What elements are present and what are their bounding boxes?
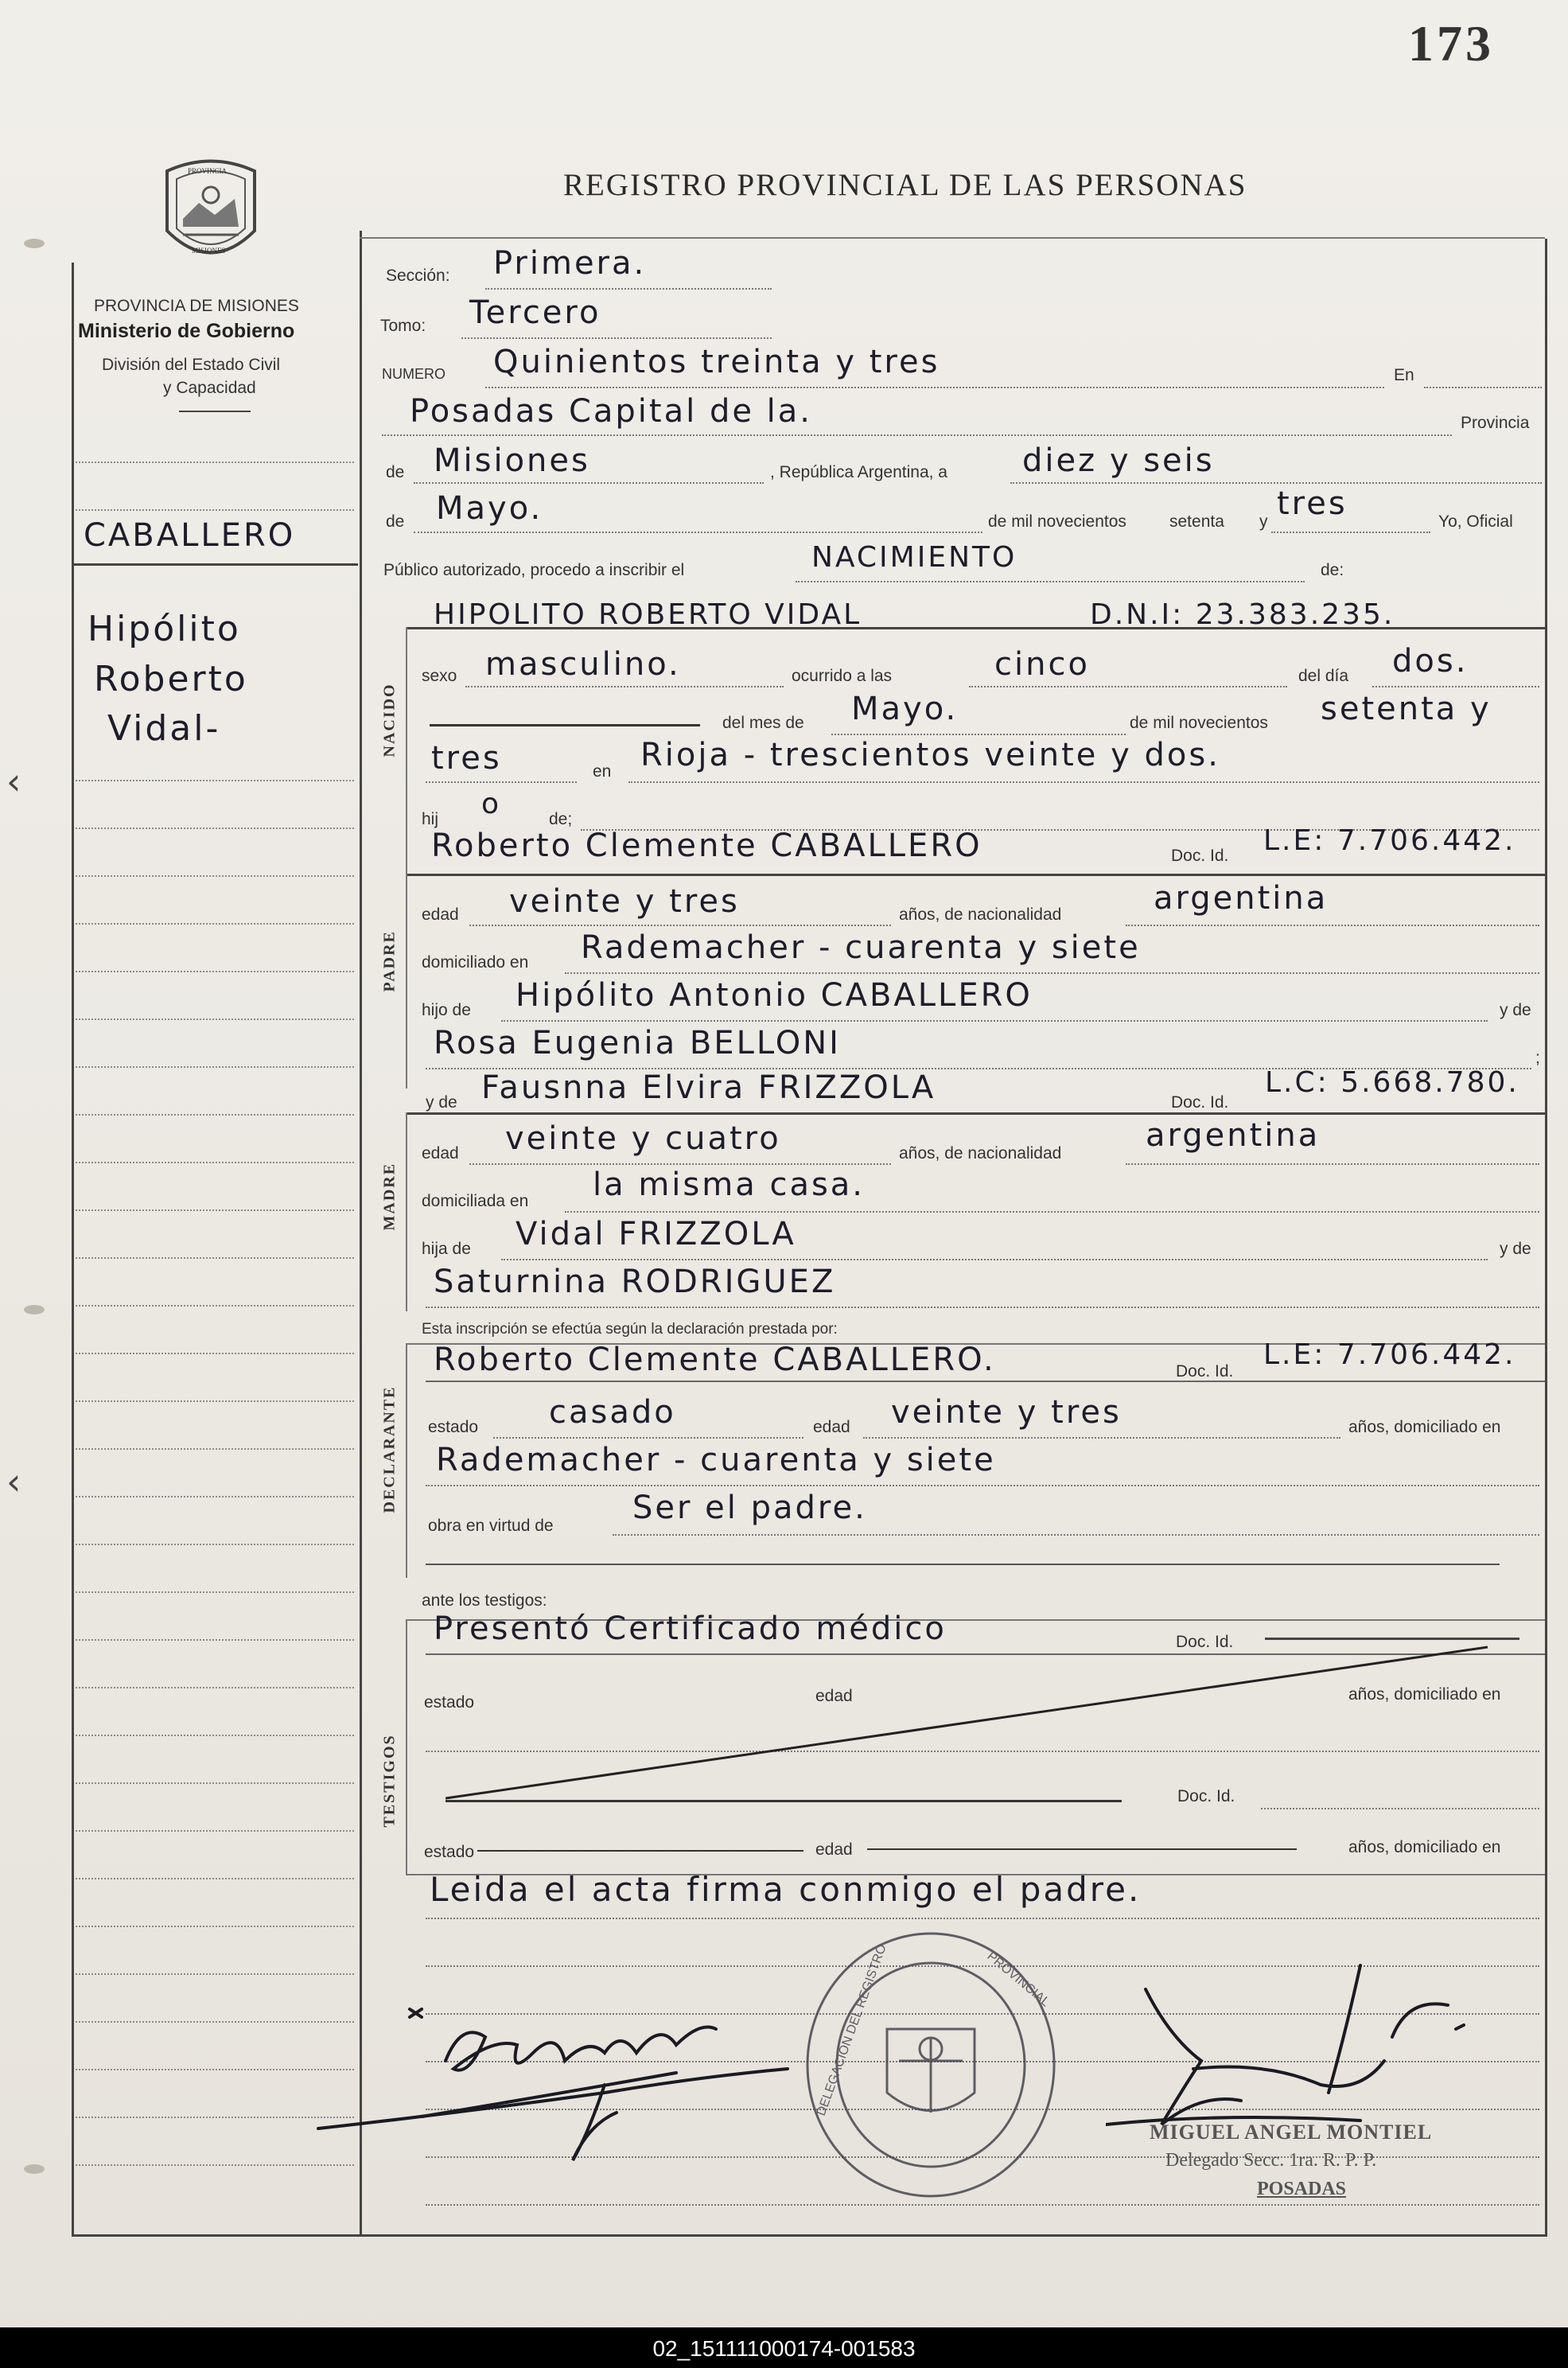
- padre-section-label: PADRE: [380, 930, 399, 992]
- margin-name-2: Roberto: [94, 659, 248, 699]
- field-line: [426, 1918, 1539, 1919]
- field-line: [1372, 686, 1539, 687]
- field-line: [501, 1259, 1488, 1260]
- margin-rule: [76, 1448, 354, 1450]
- field-line: [1424, 387, 1542, 388]
- cross-out-line: [445, 1643, 1504, 1802]
- field-line: [796, 581, 1305, 582]
- margin-rule: [76, 1782, 354, 1784]
- field-line: [1126, 1163, 1539, 1165]
- svg-text:DELEGACION DEL REGISTRO: DELEGACION DEL REGISTRO: [814, 1942, 889, 2118]
- margin-rule: [76, 1735, 354, 1736]
- seal-text-top: PROVINCIA: [188, 167, 228, 175]
- top-border: [360, 237, 1545, 239]
- field-line: [426, 1485, 1539, 1486]
- province-name: PROVINCIA DE MISIONES: [94, 297, 299, 315]
- margin-rule: [76, 1544, 354, 1545]
- anio-nac-value-1: setenta y: [1321, 691, 1492, 727]
- doc-id-label-3: Doc. Id.: [1176, 1362, 1234, 1381]
- margin-rule: [76, 1687, 354, 1688]
- field-line: [465, 686, 784, 687]
- margin-rule: [76, 509, 354, 511]
- madre-doc: L.C: 5.668.780.: [1265, 1066, 1519, 1099]
- esta-inscripcion-label: Esta inscripción se efectúa según la declaración prestada por:: [422, 1321, 838, 1338]
- en-label: En: [1394, 366, 1414, 384]
- field-line: [565, 1211, 1539, 1213]
- anio-value: tres: [1277, 485, 1348, 522]
- margin-rule: [76, 875, 354, 877]
- hija-de-label: hija de: [422, 1240, 471, 1258]
- blank-line: [430, 724, 700, 726]
- seccion-value: Primera.: [493, 245, 647, 282]
- edad-label: edad: [422, 906, 459, 924]
- punch-hole: [24, 239, 45, 248]
- acto-value: NACIMIENTO: [811, 541, 1017, 574]
- anio-nac-value-2: tres: [431, 740, 502, 777]
- domicilio-nac-value: Rioja - trescientos veinte y dos.: [640, 737, 1220, 773]
- margin-surname: CABALLERO: [84, 517, 296, 554]
- y-de-label-3: y de: [1500, 1240, 1531, 1258]
- official-role: Delegado Secc. 1ra. R. P. P.: [1165, 2150, 1377, 2171]
- yo-oficial-label: Yo, Oficial: [1438, 512, 1513, 531]
- declarante-obra: Ser el padre.: [632, 1490, 867, 1526]
- testigos-note: Presentó Certificado médico: [434, 1610, 947, 1647]
- estado-label-2: estado: [424, 1693, 475, 1712]
- de-mil-label: de mil novecientos: [988, 512, 1126, 531]
- anos-nac-label: años, de nacionalidad: [899, 906, 1062, 924]
- mes-value: Mayo.: [436, 490, 543, 527]
- margin-rule: [76, 1926, 354, 1927]
- obra-label: obra en virtud de: [428, 1517, 554, 1535]
- official-stamp: [796, 1926, 1066, 2204]
- field-line: [469, 1163, 891, 1165]
- divider: [179, 411, 251, 412]
- sexo-label: sexo: [422, 667, 457, 685]
- division-line-1: División del Estado Civil: [102, 356, 281, 374]
- solid-line: [445, 1800, 1122, 1802]
- margin-rule: [76, 1496, 354, 1498]
- hijo-label: hij: [422, 810, 439, 828]
- setenta-label: setenta: [1169, 512, 1224, 531]
- anos-domiciliado-label-2: años, domiciliado en: [1348, 1685, 1501, 1704]
- padre-name: Roberto Clemente CABALLERO: [431, 828, 982, 864]
- de-mil-2-label: de mil novecientos: [1130, 714, 1268, 732]
- declarant-signature: [302, 1965, 811, 2172]
- margin-rule: [76, 1591, 354, 1593]
- doc-line: [1265, 1638, 1519, 1640]
- official-name: MIGUEL ANGEL MONTIEL: [1150, 2121, 1433, 2144]
- field-line: [414, 482, 764, 484]
- nacido-section-label: NACIDO: [380, 683, 399, 758]
- declarante-estado: casado: [549, 1394, 676, 1431]
- publico-label: Público autorizado, procedo a inscribir el: [383, 561, 685, 579]
- padre-madre: Rosa Eugenia BELLONI: [434, 1025, 841, 1061]
- domiciliado-label: domiciliado en: [422, 953, 529, 972]
- republica-label: , República Argentina, a: [770, 463, 947, 481]
- dia-nac-value: dos.: [1392, 643, 1469, 680]
- doc-id-label: Doc. Id.: [1171, 847, 1229, 865]
- file-identifier: 02_151111000174-001583: [652, 2336, 916, 2361]
- section-divider: [406, 874, 1545, 876]
- margin-rule: [76, 1639, 354, 1641]
- punch-hole: [24, 2164, 45, 2174]
- madre-madre: Saturnina RODRIGUEZ: [434, 1264, 836, 1300]
- margin-rule: [76, 1114, 354, 1116]
- field-line: [628, 781, 1539, 783]
- section-inner-border: [406, 627, 407, 874]
- field-line: [493, 1437, 803, 1439]
- margin-rule: [76, 1162, 354, 1163]
- section-inner-border: [406, 1112, 407, 1311]
- margin-name-3: Vidal-: [107, 708, 221, 749]
- field-line: [382, 434, 1452, 436]
- madre-dom: la misma casa.: [593, 1166, 866, 1203]
- edad-label-2: edad: [422, 1144, 459, 1163]
- tomo-label: Tomo:: [380, 317, 426, 335]
- tomo-value: Tercero: [469, 294, 601, 331]
- solid-line: [867, 1848, 1297, 1850]
- semicolon: ;: [1535, 1049, 1540, 1067]
- declarante-name: Roberto Clemente CABALLERO.: [434, 1342, 996, 1378]
- numero-value: Quinientos treinta y tres: [493, 344, 940, 380]
- left-border: [72, 263, 74, 2236]
- del-mes-label: del mes de: [722, 714, 804, 732]
- testigos-section-label: TESTIGOS: [380, 1734, 399, 1828]
- field-line: [1126, 925, 1539, 926]
- y-de-2-label: y de: [426, 1093, 457, 1112]
- margin-rule: [76, 828, 354, 829]
- estado-label-3: estado: [424, 1843, 475, 1861]
- de-label-2: de: [386, 512, 405, 531]
- seccion-label: Sección:: [386, 267, 450, 285]
- field-line: [565, 972, 1539, 974]
- official-city: POSADAS: [1257, 2179, 1347, 2199]
- dia-value: diez y seis: [1022, 442, 1215, 479]
- en-label-2: en: [593, 762, 612, 781]
- madre-section-label: MADRE: [380, 1162, 399, 1231]
- padre-dom: Rademacher - cuarenta y siete: [581, 929, 1141, 966]
- field-line: [426, 781, 577, 783]
- madre-hija-de: Vidal FRIZZOLA: [516, 1216, 796, 1252]
- mes-nac-value: Mayo.: [851, 691, 959, 727]
- doc-id-label-2: Doc. Id.: [1171, 1093, 1229, 1112]
- anos-domiciliado-label: años, domiciliado en: [1348, 1418, 1501, 1436]
- ocurrido-label: ocurrido a las: [792, 667, 893, 685]
- section-inner-border: [406, 874, 407, 1089]
- field-line: [1271, 532, 1430, 533]
- punch-hole: [24, 1305, 45, 1314]
- madre-nac: argentina: [1146, 1117, 1321, 1154]
- declarante-section-label: DECLARANTE: [380, 1385, 399, 1513]
- nacido-dni: D.N.I: 23.383.235.: [1090, 598, 1395, 631]
- margin-rule: [76, 1257, 354, 1259]
- hora-value: cinco: [994, 646, 1090, 683]
- field-line: [501, 1020, 1488, 1022]
- declarante-dom: Rademacher - cuarenta y siete: [436, 1442, 996, 1478]
- bottom-border: [72, 2234, 1547, 2237]
- anos-nac-label-2: años, de nacionalidad: [899, 1144, 1062, 1163]
- cancel-line: [426, 1564, 1500, 1565]
- seal-text-bottom: MISIONES: [192, 247, 226, 255]
- margin-rule: [76, 462, 354, 463]
- section-divider: [406, 1112, 1545, 1115]
- stamp-ring-text: [800, 2228, 1062, 2229]
- field-line: [461, 337, 772, 339]
- edad-label-3: edad: [813, 1418, 850, 1436]
- hijo-de-label: hijo de: [422, 1001, 471, 1019]
- padre-doc: L.E: 7.706.442.: [1263, 824, 1516, 857]
- declarante-doc: L.E: 7.706.442.: [1263, 1338, 1516, 1371]
- provincia-value: Misiones: [434, 442, 590, 479]
- domiciliada-label: domiciliada en: [422, 1192, 529, 1210]
- ante-testigos-label: ante los testigos:: [422, 1591, 547, 1610]
- madre-edad: veinte y cuatro: [505, 1120, 781, 1157]
- margin-rule: [76, 1830, 354, 1832]
- edad-label-4: edad: [815, 1687, 853, 1705]
- field-line: [969, 686, 1287, 687]
- de-label: de: [386, 463, 405, 481]
- margin-mark: ‹: [6, 1460, 24, 1503]
- field-line: [863, 1437, 1340, 1439]
- numero-label: NUMERO: [382, 366, 445, 382]
- padre-hijo-de: Hipólito Antonio CABALLERO: [516, 977, 1033, 1014]
- closing-statement: Leida el acta firma conmigo el padre.: [430, 1870, 1142, 1909]
- padre-nac: argentina: [1154, 880, 1329, 917]
- surname-underline: [73, 563, 358, 566]
- hijo-o-value: o: [481, 788, 502, 820]
- ministry-name: Ministerio de Gobierno: [78, 320, 295, 342]
- margin-rule: [76, 780, 354, 781]
- edad-label-5: edad: [815, 1840, 853, 1859]
- margin-name-1: Hipólito: [88, 609, 241, 649]
- y-label: y: [1259, 512, 1268, 531]
- del-dia-label: del día: [1298, 667, 1349, 685]
- margin-mark: ‹: [6, 760, 24, 803]
- field-line: [831, 734, 1126, 735]
- estado-label: estado: [428, 1418, 479, 1436]
- anos-domiciliado-label-3: años, domiciliado en: [1348, 1838, 1501, 1856]
- de-colon-label: de:: [1321, 561, 1344, 579]
- margin-rule: [76, 1400, 354, 1402]
- field-line: [1010, 482, 1542, 484]
- svg-text:PROVINCIAL: PROVINCIAL: [984, 1949, 1052, 2010]
- margin-rule: [76, 923, 354, 925]
- column-border: [360, 231, 362, 2236]
- field-line: [469, 925, 891, 926]
- lugar-value: Posadas Capital de la.: [410, 393, 812, 430]
- nacido-name: HIPOLITO ROBERTO VIDAL: [434, 598, 862, 631]
- field-line: [1261, 1808, 1539, 1809]
- document-title: REGISTRO PROVINCIAL DE LAS PERSONAS: [563, 168, 1247, 202]
- padre-edad: veinte y tres: [509, 883, 740, 920]
- field-line: [485, 288, 772, 290]
- margin-rule: [76, 971, 354, 972]
- margin-rule: [76, 1209, 354, 1211]
- margin-rule: [76, 1066, 354, 1068]
- de-semicolon-label: de;: [549, 810, 573, 828]
- page-number: 173: [1408, 15, 1494, 72]
- doc-id-label-4: Doc. Id.: [1176, 1633, 1234, 1651]
- field-line: [613, 1534, 1539, 1536]
- division-line-2: y Capacidad: [163, 379, 256, 397]
- field-line: [426, 1307, 1539, 1308]
- declarante-edad: veinte y tres: [891, 1394, 1122, 1431]
- right-border: [1545, 239, 1547, 2236]
- field-line: [426, 1381, 1545, 1382]
- section-inner-border: [406, 1619, 407, 1874]
- y-de-label: y de: [1500, 1001, 1531, 1019]
- field-line: [414, 532, 982, 533]
- field-line: [485, 387, 1384, 388]
- doc-id-label-5: Doc. Id.: [1177, 1787, 1235, 1805]
- provincia-label: Provincia: [1461, 414, 1530, 432]
- margin-rule: [76, 1018, 354, 1020]
- field-line: [426, 2204, 1539, 2206]
- madre-name: Fausnna Elvira FRIZZOLA: [481, 1069, 936, 1106]
- sexo-value: masculino.: [485, 646, 681, 683]
- margin-rule: [76, 1878, 354, 1879]
- margin-rule: [76, 1305, 354, 1307]
- solid-line: [477, 1850, 803, 1852]
- margin-rule: [76, 1353, 354, 1354]
- section-inner-border: [406, 1343, 407, 1578]
